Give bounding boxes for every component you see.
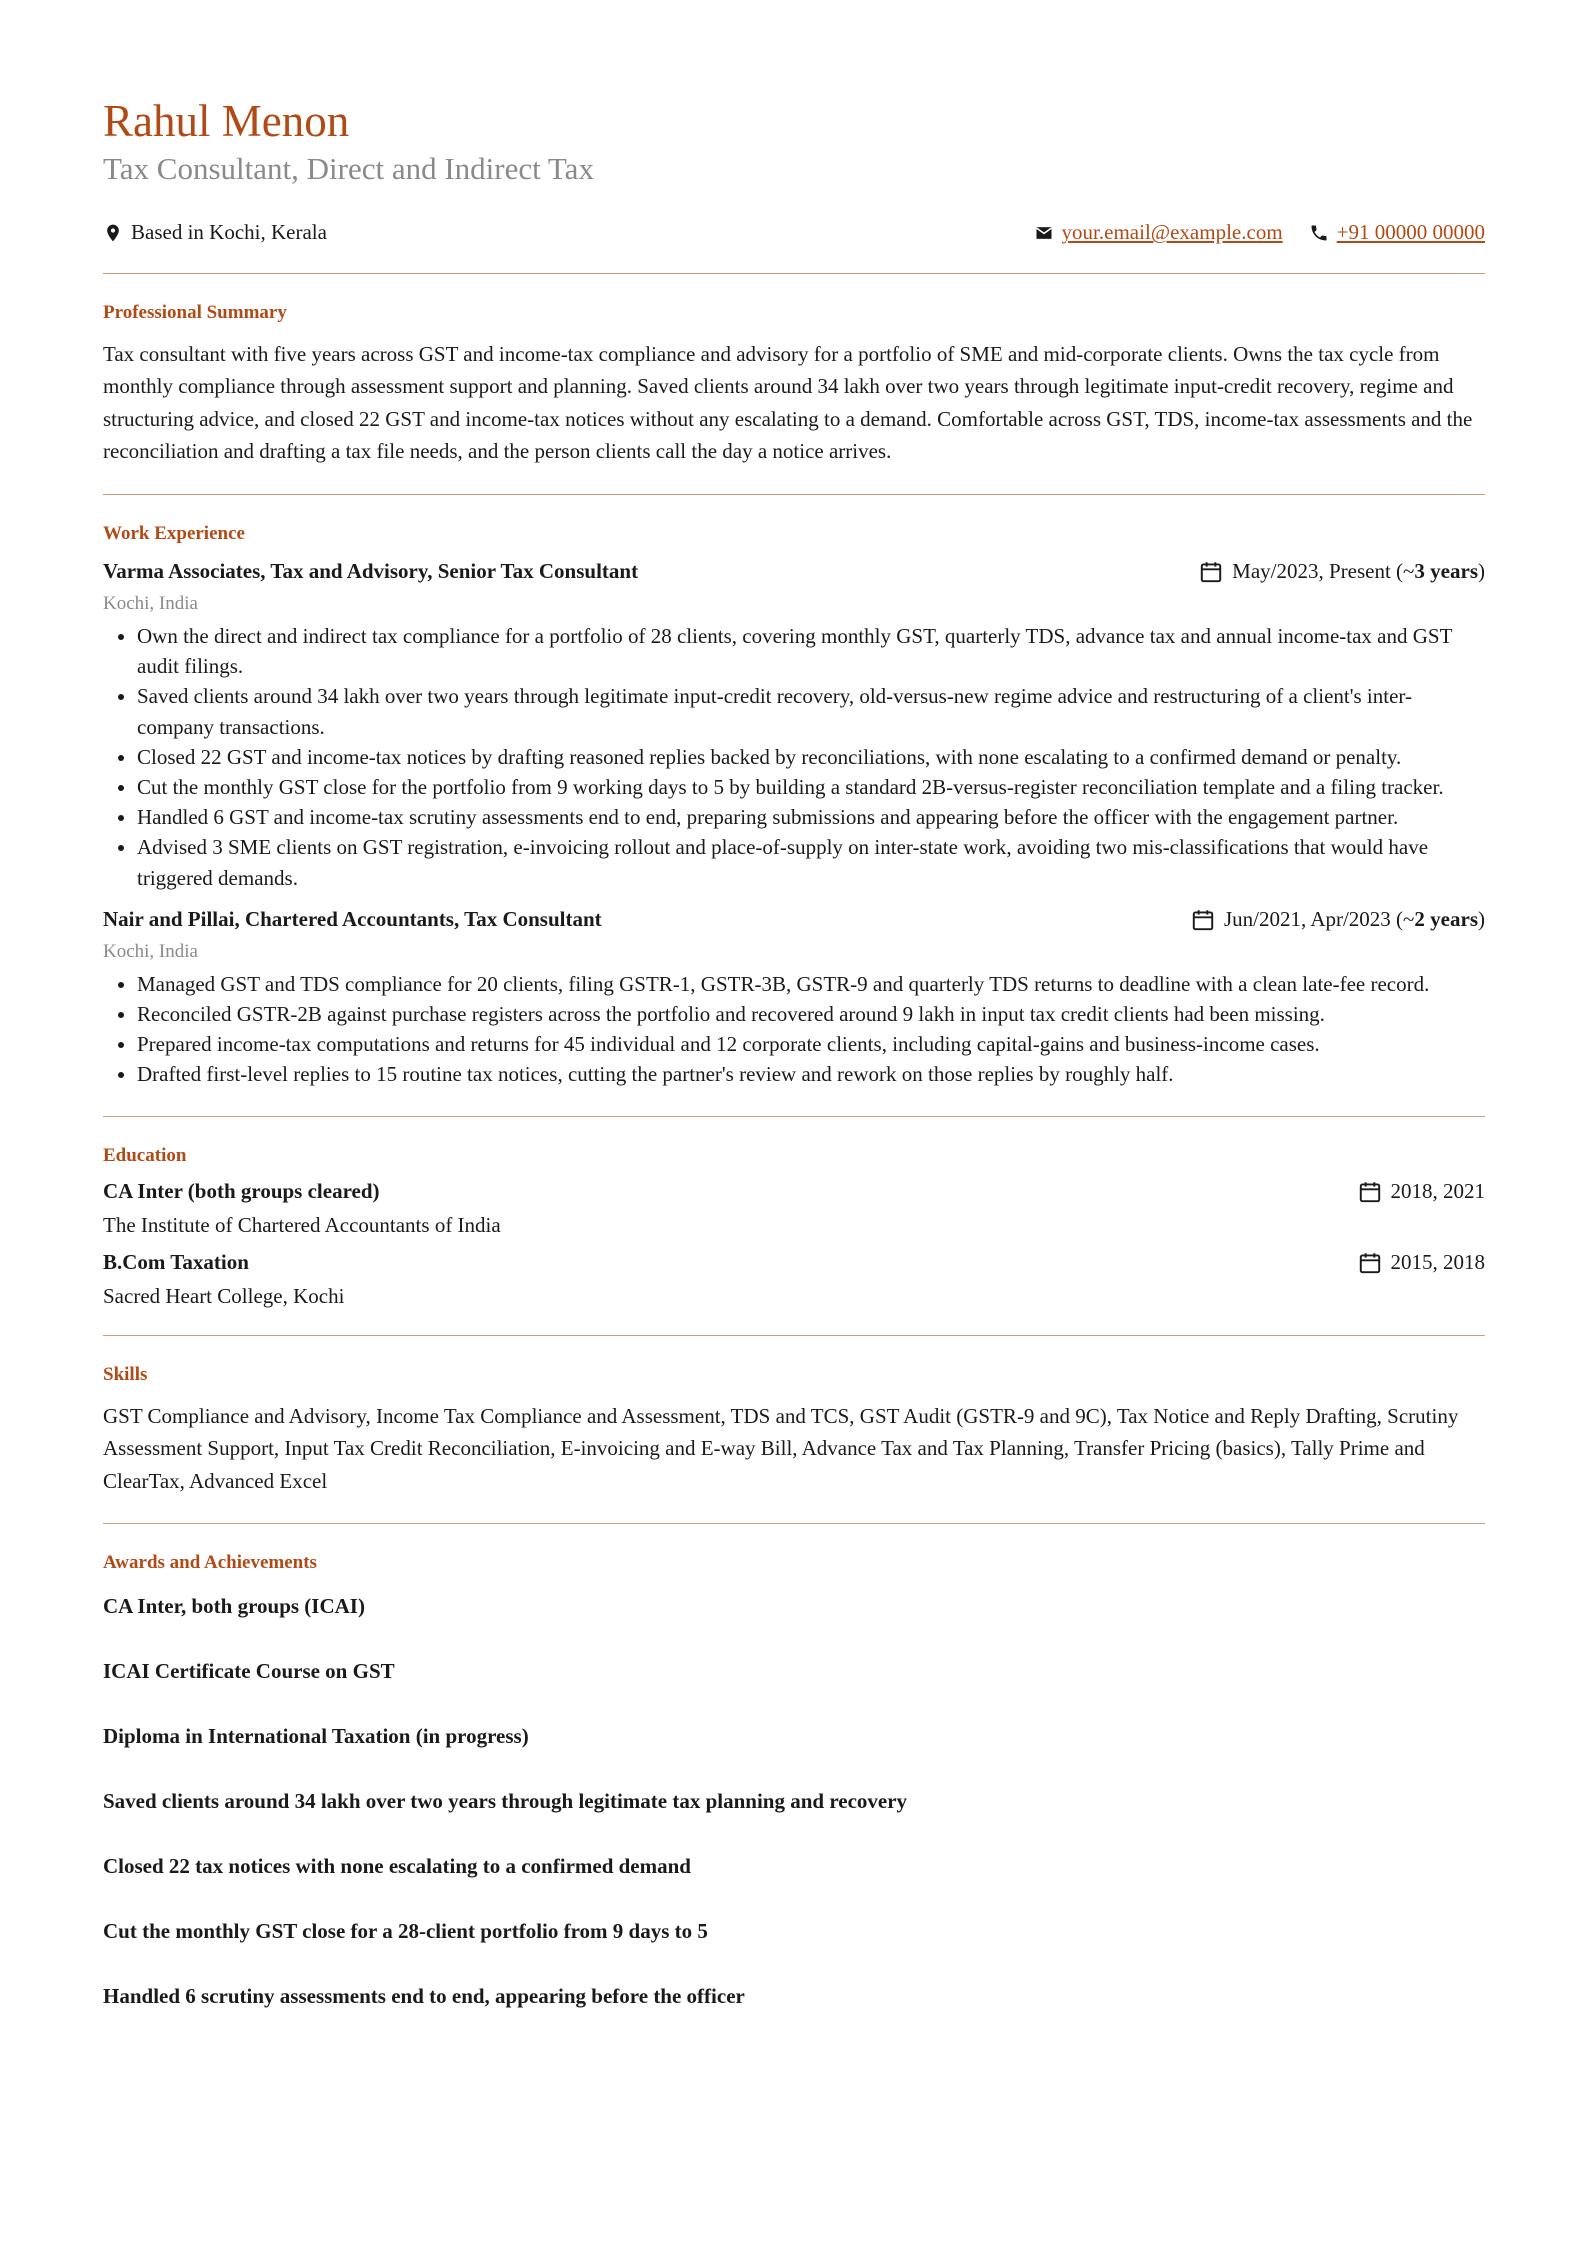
job-entry [103, 905, 1485, 1090]
divider [103, 1335, 1485, 1336]
job-title: Nair and Pillai, Chartered Accountants, Tax Consultant [103, 907, 602, 932]
email-link[interactable]: your.email@example.com [1061, 220, 1283, 245]
job-location: Kochi, India [103, 592, 198, 614]
calendar-icon [1198, 559, 1224, 585]
degree: CA Inter (both groups cleared) [103, 1179, 380, 1204]
email [1034, 220, 1283, 245]
list-item: • Reconciled GSTR-2B against purchase registers across the portfolio and recovered around 9 lakh in input tax credit clients had been missing. [137, 999, 1485, 1029]
list-item: • Drafted first-level replies to 15 routine tax notices, cutting the partner's review and rework on those replies by roughly half. [137, 1059, 1485, 1089]
job-dates: Jun/2021, Apr/2023 (~ 2 years ) [1190, 907, 1485, 933]
mail-icon [1034, 223, 1054, 243]
phone-link[interactable]: +91 00000 00000 [1336, 220, 1485, 245]
job-dates: May/2023, Present (~ 3 years ) [1198, 559, 1485, 585]
list-item: • Cut the monthly GST close for the portfolio from 9 working days to 5 by building a standard 2B-versus-register reconciliation template and a filing tracker. [137, 772, 1485, 802]
job-entry [103, 557, 1485, 893]
list-item: • Closed 22 GST and income-tax notices by drafting reasoned replies backed by reconciliations, with none escalating to a confirmed demand or penalty. [137, 742, 1485, 772]
list-item: • Prepared income-tax computations and returns for 45 individual and 12 corporate clients, including capital-gains and business-income cases. [137, 1029, 1485, 1059]
summary-text: Tax consultant with five years across GST and income-tax compliance and advisory for a portfolio of SME and mid-corporate clients. Owns the tax cycle from monthly compliance through assessment support and planning. Saved clients around 34 lakh over two years through legitimate input-credit recovery, regime and structuring advice, and closed 22 GST and income-tax notices without any escalating to a demand. Comfortable across GST, TDS, income-tax assessments and the reconciliation and drafting a tax file needs, and the person clients call the day a notice arrives. [103, 341, 1473, 464]
award-item: Cut the monthly GST close for a 28-client portfolio from 9 days to 5 [103, 1919, 708, 1944]
calendar-icon [1190, 907, 1216, 933]
institution: The Institute of Chartered Accountants of India [103, 1212, 501, 1237]
divider [103, 1116, 1485, 1117]
award-item: Handled 6 scrutiny assessments end to end, appearing before the officer [103, 1984, 745, 2009]
job-title: Varma Associates, Tax and Advisory, Senior Tax Consultant [103, 559, 639, 584]
section-title-education: Education [103, 1144, 187, 1166]
education-dates: 2018, 2021 [1357, 1179, 1486, 1205]
award-item: ICAI Certificate Course on GST [103, 1659, 395, 1684]
list-item: • Managed GST and TDS compliance for 20 clients, filing GSTR-1, GSTR-3B, GSTR-9 and quarterly TDS returns to deadline with a clean late-fee record. [137, 969, 1485, 999]
degree: B.Com Taxation [103, 1250, 249, 1275]
award-item: Saved clients around 34 lakh over two years through legitimate tax planning and recovery [103, 1789, 908, 1814]
award-item: Closed 22 tax notices with none escalating to a confirmed demand [103, 1854, 691, 1879]
award-item: Diploma in International Taxation (in progress) [103, 1724, 529, 1749]
education-entry [103, 1177, 1485, 1238]
map-pin-icon [103, 223, 123, 243]
candidate-headline: Tax Consultant, Direct and Indirect Tax [103, 150, 594, 186]
divider [103, 1523, 1485, 1524]
education-entry [103, 1248, 1485, 1309]
list-item: • Saved clients around 34 lakh over two years through legitimate input-credit recovery, old-versus-new regime advice and restructuring of a client's inter-company transactions. [137, 681, 1485, 741]
section-title-summary: Professional Summary [103, 301, 287, 323]
award-item: CA Inter, both groups (ICAI) [103, 1594, 365, 1619]
list-item: • Advised 3 SME clients on GST registration, e-invoicing rollout and place-of-supply on inter-state work, avoiding two mis-classifications that would have triggered demands. [137, 832, 1485, 892]
section-title-awards: Awards and Achievements [103, 1552, 317, 1574]
candidate-name: Rahul Menon [103, 96, 350, 146]
divider [103, 494, 1485, 495]
phone [1309, 220, 1485, 245]
list-item: • Handled 6 GST and income-tax scrutiny assessments end to end, preparing submissions and appearing before the officer with the engagement partner. [137, 802, 1485, 832]
skills-text: GST Compliance and Advisory, Income Tax Compliance and Assessment, TDS and TCS, GST Audit (GSTR-9 and 9C), Tax Notice and Reply Drafting, Scrutiny Assessment Support, Input Tax Credit Reconciliation, E-invoicing and E-way Bill, Advance Tax and Tax Planning, Transfer Pricing (basics), Tally Prime and ClearTax, Advanced Excel [103, 1403, 1459, 1493]
location-text: Based in Kochi, Kerala [131, 220, 327, 245]
divider [103, 273, 1485, 274]
institution: Sacred Heart College, Kochi [103, 1283, 345, 1308]
calendar-icon [1357, 1179, 1383, 1205]
contact-row [103, 219, 1485, 247]
job-bullets [103, 969, 1485, 1090]
list-item: • Own the direct and indirect tax compliance for a portfolio of 28 clients, covering monthly GST, quarterly TDS, advance tax and annual income-tax and GST audit filings. [137, 621, 1485, 681]
section-title-experience: Work Experience [103, 522, 245, 544]
phone-icon [1309, 223, 1329, 243]
job-location: Kochi, India [103, 940, 198, 962]
section-title-skills: Skills [103, 1363, 148, 1385]
calendar-icon [1357, 1250, 1383, 1276]
location [103, 220, 327, 245]
education-dates: 2015, 2018 [1357, 1250, 1486, 1276]
job-bullets [103, 621, 1485, 893]
